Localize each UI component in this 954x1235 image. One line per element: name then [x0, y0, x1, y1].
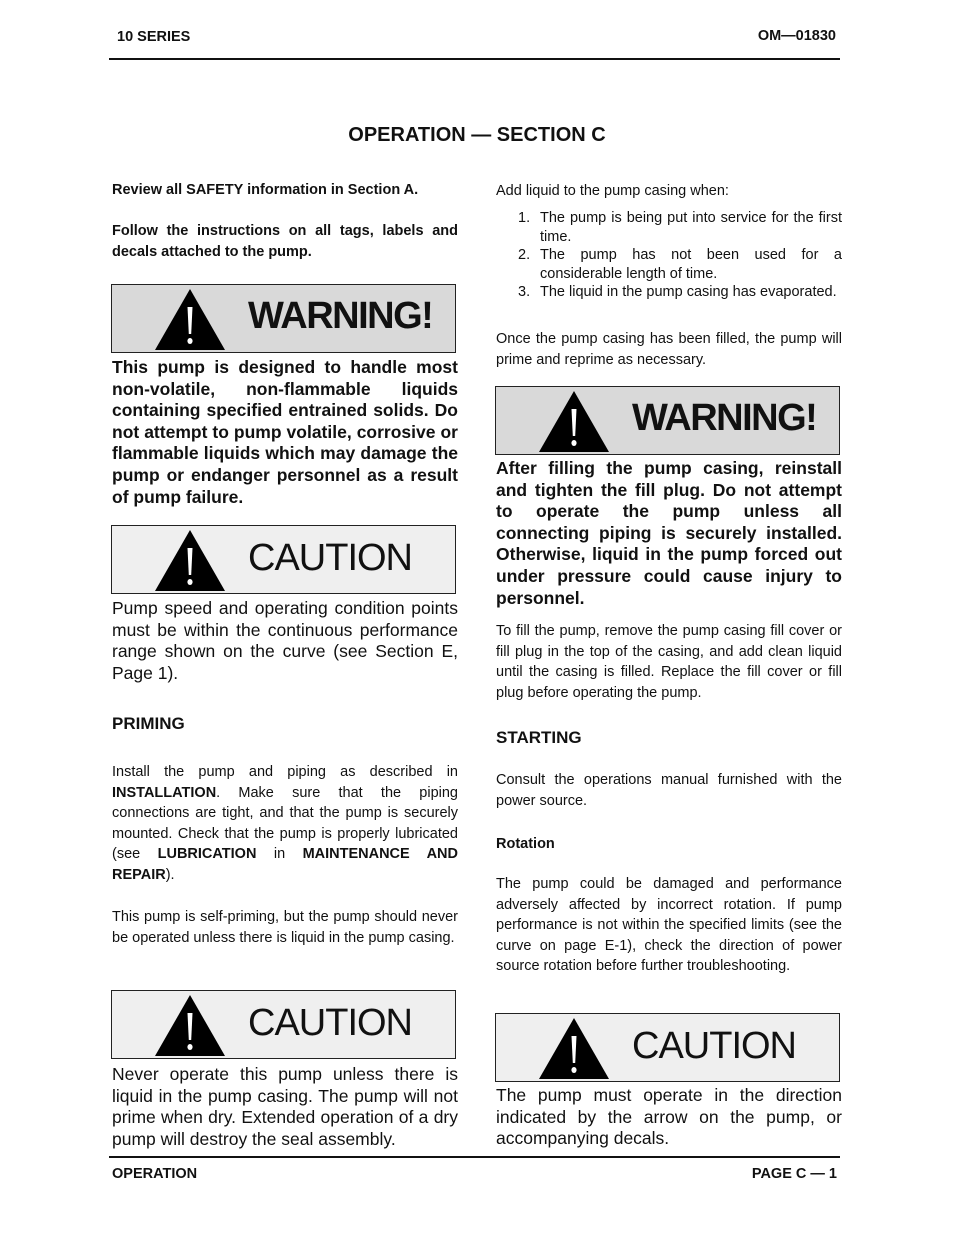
footer-section: OPERATION: [112, 1166, 198, 1182]
list-item: 1. The pump is being put into service for the first time.: [518, 210, 842, 245]
header-series: 10 SERIES: [117, 29, 191, 45]
tags-labels-note: Follow the instructions on all tags, labels and decals attached to the pump.: [112, 223, 458, 260]
starting-paragraph: Consult the operations manual furnished with the power source.: [496, 772, 842, 809]
priming-paragraph-installation: Install the pump and piping as described in INSTALLATION. Make sure that the piping connections are tight, and that the pump is securely mounted. Check that the pump is properly lubricated (see LUBRICATION in MAINTENANCE AND REPAIR).: [112, 764, 458, 883]
header-document-number: OM—01830: [757, 28, 836, 44]
warning-text-fill-plug: After filling the pump casing, reinstall and tighten the fill plug. Do not attempt to operate the pump unless all connecting piping is securely installed. Otherwise, liquid in the pump forced out under pressure could cause injury to personnel.: [496, 458, 842, 608]
caution-label: CAUTION: [248, 1002, 412, 1044]
caution-box: [495, 1013, 840, 1082]
once-filled-paragraph: Once the pump casing has been filled, the pump will prime and reprime as necessary.: [496, 331, 842, 368]
add-liquid-conditions-list: [496, 209, 842, 302]
warning-text-volatile-liquids: This pump is designed to handle most non-volatile, non-flammable liquids containing specified entrained solids. Do not attempt to pump volatile, corrosive or flammable liquids which may damage the pump or endanger personnel as a result of pump failure.: [112, 357, 458, 507]
caution-text-dry-operation: Never operate this pump unless there is liquid in the pump casing. The pump will not prime when dry. Extended operation of a dry pump will destroy the seal assembly.: [112, 1064, 458, 1149]
caution-text-rotation-direction: The pump must operate in the direction indicated by the arrow on the pump, or accompanying decals.: [496, 1085, 842, 1149]
warning-box: [111, 284, 456, 353]
safety-review-note: Review all SAFETY information in Section A.: [112, 182, 419, 198]
fill-pump-paragraph: To fill the pump, remove the pump casing fill cover or fill plug in the top of the casing, and add clean liquid until the casing is filled. Replace the fill cover or fill plug before operating the pump.: [496, 623, 842, 701]
footer-rule: [109, 1156, 840, 1158]
header-rule: [109, 58, 840, 60]
subheading-rotation: Rotation: [496, 836, 555, 852]
caution-triangle-icon: [154, 993, 226, 1057]
warning-label: WARNING!: [632, 397, 817, 439]
list-item: 2. The pump has not been used for a considerable length of time.: [518, 247, 842, 282]
list-item: 3. The liquid in the pump casing has evaporated.: [518, 284, 837, 300]
caution-label: CAUTION: [632, 1025, 796, 1067]
section-heading-starting: STARTING: [496, 728, 582, 747]
caution-triangle-icon: [538, 1016, 610, 1080]
rotation-paragraph: The pump could be damaged and performance adversely affected by incorrect rotation. If pump performance is not within the specified limits (see the curve on page E-1), check the direction of power source rotation before further troubleshooting.: [496, 876, 842, 974]
caution-text-pump-speed: Pump speed and operating condition points must be within the continuous performance range shown on the curve (see Section E, Page 1).: [112, 598, 458, 683]
add-liquid-intro: Add liquid to the pump casing when:: [496, 183, 729, 199]
warning-box: [495, 386, 840, 455]
caution-triangle-icon: [154, 528, 226, 592]
footer-page-number: PAGE C — 1: [751, 1166, 837, 1182]
caution-box: [111, 990, 456, 1059]
priming-paragraph-self-priming: This pump is self-priming, but the pump should never be operated unless there is liquid in the pump casing.: [112, 909, 458, 946]
page-title: OPERATION — SECTION C: [348, 124, 606, 146]
section-heading-priming: PRIMING: [112, 714, 185, 733]
caution-label: CAUTION: [248, 537, 412, 579]
warning-label: WARNING!: [248, 295, 433, 337]
warning-triangle-icon: [538, 389, 610, 453]
warning-triangle-icon: [154, 287, 226, 351]
caution-box: [111, 525, 456, 594]
